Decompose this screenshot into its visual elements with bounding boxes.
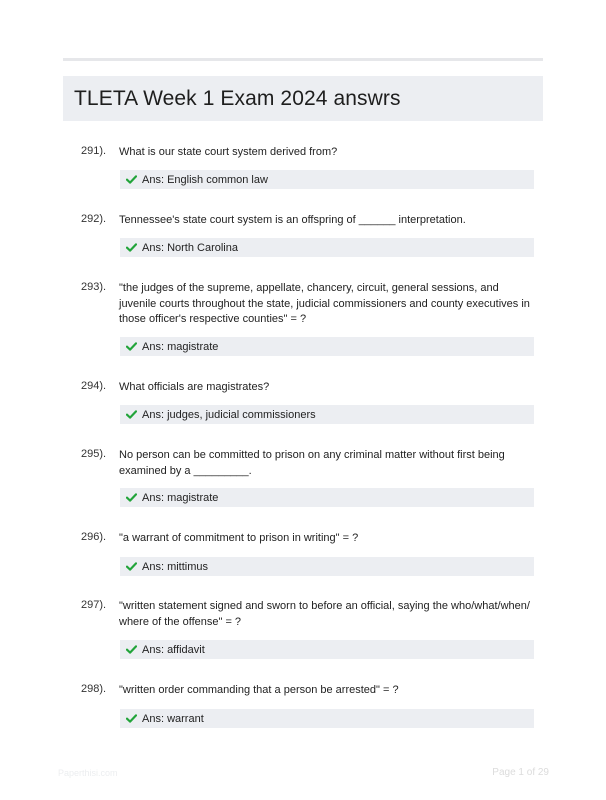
question-text: "written order commanding that a person be arrested" = ? bbox=[119, 684, 399, 696]
check-icon bbox=[126, 493, 137, 502]
check-icon bbox=[126, 645, 137, 654]
question-text: What officials are magistrates? bbox=[119, 381, 270, 393]
page-indicator: Page 1 of 29 bbox=[492, 767, 549, 778]
question-text: What is our state court system derived from? bbox=[119, 146, 338, 158]
answer-box bbox=[120, 405, 534, 424]
question-text: "written statement signed and sworn to before an official, saying the who/what/when/ where of the offense" = ? bbox=[119, 600, 530, 628]
answer-box bbox=[120, 709, 534, 728]
question-text: Tennessee's state court system is an offspring of ______ interpretation. bbox=[119, 214, 466, 226]
title-banner bbox=[63, 76, 543, 121]
answer-text: Ans: North Carolina bbox=[142, 241, 238, 254]
question-number: 293). bbox=[81, 281, 107, 293]
check-icon bbox=[126, 562, 137, 571]
page-title: TLETA Week 1 Exam 2024 answrs bbox=[74, 86, 401, 110]
answer-text: Ans: English common law bbox=[142, 173, 268, 186]
answer-text: Ans: magistrate bbox=[142, 491, 219, 504]
top-divider bbox=[63, 58, 543, 61]
question-number: 292). bbox=[81, 213, 107, 225]
answer-box bbox=[120, 640, 534, 659]
answer-box bbox=[120, 337, 534, 356]
answer-text: Ans: affidavit bbox=[142, 643, 205, 656]
question-number: 297). bbox=[81, 599, 107, 611]
answer-text: Ans: mittimus bbox=[142, 560, 209, 573]
check-icon bbox=[126, 342, 137, 351]
answer-text: Ans: judges, judicial commissioners bbox=[142, 408, 316, 421]
answer-box bbox=[120, 557, 534, 576]
question-text: "the judges of the supreme, appellate, chancery, circuit, general sessions, and juvenile courts throughout the state, judicial commissioners and county executives in those officer's respective counties" = ? bbox=[119, 282, 530, 325]
question-text: "a warrant of commitment to prison in writing" = ? bbox=[119, 532, 359, 544]
answer-text: Ans: warrant bbox=[142, 712, 204, 725]
question-number: 296). bbox=[81, 531, 107, 543]
question-number: 295). bbox=[81, 448, 107, 460]
check-icon bbox=[126, 714, 137, 723]
answer-box bbox=[120, 170, 534, 189]
question-number: 294). bbox=[81, 380, 107, 392]
answer-text: Ans: magistrate bbox=[142, 340, 219, 353]
answer-box bbox=[120, 488, 534, 507]
question-number: 291). bbox=[81, 145, 107, 157]
check-icon bbox=[126, 243, 137, 252]
check-icon bbox=[126, 410, 137, 419]
answer-box bbox=[120, 238, 534, 257]
question-text: No person can be committed to prison on any criminal matter without first being examined by a _________. bbox=[119, 449, 505, 477]
footer-watermark: Paperthisi.com bbox=[58, 768, 118, 778]
check-icon bbox=[126, 175, 137, 184]
question-number: 298). bbox=[81, 683, 107, 695]
